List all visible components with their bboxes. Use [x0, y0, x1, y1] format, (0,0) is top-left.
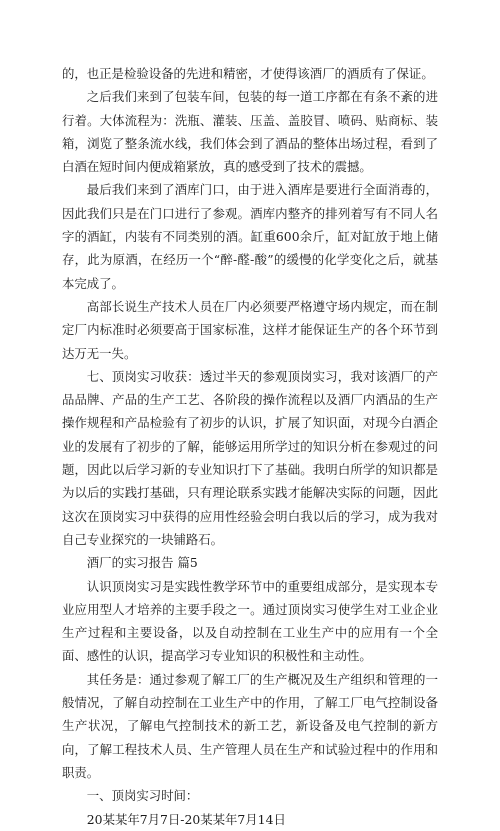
- paragraph-internship-purpose: 认识顶岗实习是实践性教学环节中的重要组成部分，是实现本专业应用型人才培养的主要手段之一。通过顶岗实习使学生对工业企业生产过程和主要设备，以及自动控制在工业生产中的应用有一个全面、感性的认识，提高学习专业知识的积极性和主动性。: [62, 578, 438, 664]
- paragraph-packaging-workshop: 之后我们来到了包装车间，包装的每一道工序都在有条不紊的进行着。大体流程为：洗瓶、灌装、压盖、盖胶冒、喷码、贴商标、装箱，浏览了整条流水线，我们体会到了酒品的整体出场过程，看到了白酒在短时间内便成箱紧放，真的感受到了技术的震撼。: [62, 89, 438, 175]
- internship-date-range: 20某某年7月7日-20某某年7月14日: [86, 811, 286, 827]
- paragraph-inspection-equipment: 的，也正是检验设备的先进和精密，才使得该酒厂的酒质有了保证。: [62, 66, 434, 81]
- paragraph-wine-storage: 最后我们来到了酒库门口，由于进入酒库是要进行全面消毒的，因此我们只是在门口进行了参观。酒库内整齐的排列着写有不同人名字的酒缸，内装有不同类别的酒。缸重600余斤，缸对缸放于地上储存，此为原酒，在经历一个“醉-醛-酸”的缓慢的化学变化之后，就基本完成了。: [62, 182, 438, 291]
- paragraph-technical-standards: 高部长说生产技术人员在厂内必须要严格遵守场内规定，而在制定厂内标准时必须要高于国家标准，这样才能保证生产的各个环节到达万无一失。: [62, 298, 438, 361]
- section-heading-internship-time: 一、顶岗实习时间：: [86, 788, 199, 804]
- paragraph-internship-gains: 七、顶岗实习收获：透过半天的参观顶岗实习，我对该酒厂的产品品牌、产品的生产工艺、各阶段的操作流程以及酒厂内酒品的生产操作规程和产品检验有了初步的认识，扩展了知识面，对现今白酒企业的发展有了初步的了解，能够运用所学过的知识分析在参观过的问题，因此以后学习新的专业知识打下了基础。我明白所学的知识都是为以后的实践打基础，只有理论联系实践才能解决实际的问题，因此这次在顶岗实习中获得的应用性经验会明白我以后的学习，成为我对自己专业探究的一块铺路石。: [62, 368, 438, 547]
- paragraph-internship-tasks: 其任务是：通过参观了解工厂的生产概况及生产组织和管理的一般情况，了解自动控制在工业生产中的作用，了解工厂电气控制设备生产状况，了解电气控制技术的新工艺，新设备及电气控制的新方向，了解工程技术人员、生产管理人员在生产和试验过程中的作用和职责。: [62, 671, 438, 780]
- report-title: 酒厂的实习报告 篇5: [86, 555, 198, 571]
